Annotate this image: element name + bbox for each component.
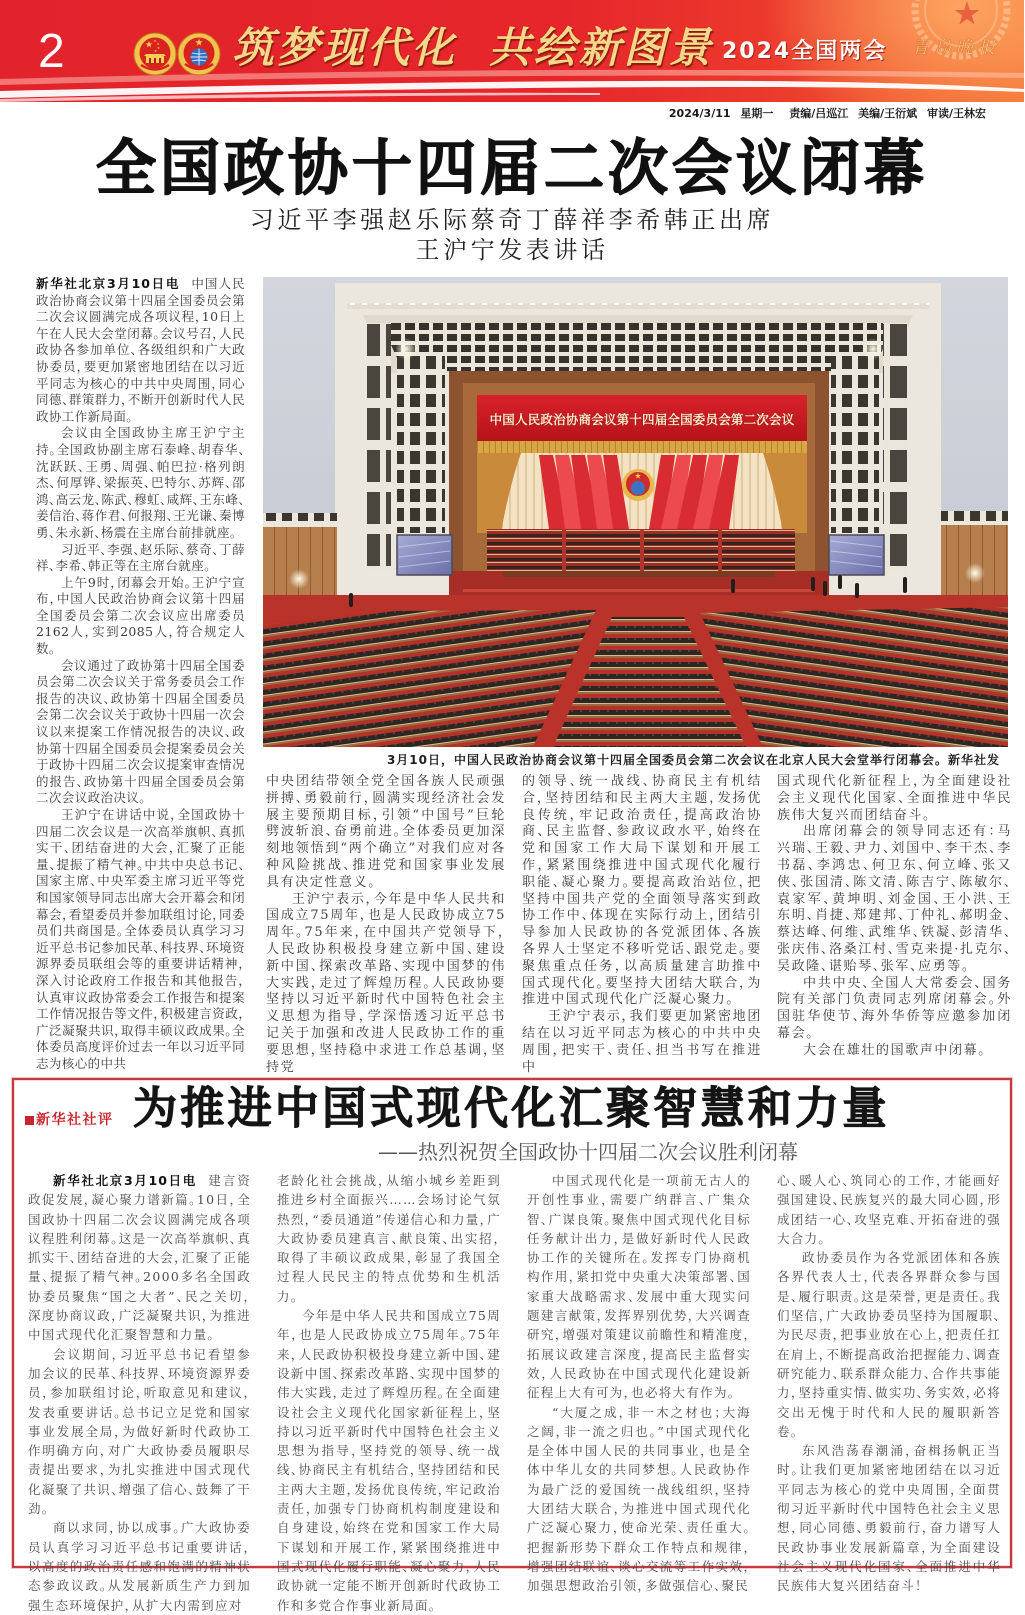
issue-date: 2024/3/11 (668, 107, 731, 120)
article-paragraph: 王沪宁在讲话中说，全国政协十四届二次会议是一次高举旗帜、真抓实干、团结奋进的大会，汇聚了正能量、提振了精气神。中共中央总书记、国家主席、中央军委主席习近平等党和国家领导同志出席大会开幕会和闭幕会，看望委员并参加联组讨论，同委员们共商国是。全体委员认真学习习近平总书记参加民革、科技界、环境资源界委员联组会等的重要讲话精神，深入讨论政府工作报告和其他报告，认真审议政协常委会工作报告和提案工作情况报告等文件，积极建言资政，广泛凝聚共识，取得丰硕议政成果。全体委员高度评价过去一年以习近平同志为核心的中共 (36, 807, 245, 1071)
article-paragraph: 会议通过了政协第十四届全国委员会第二次会议关于常务委员会工作报告的决议、政协第十四届全国委员会第二次会议关于政协十四届一次会议以来提案工作情况报告的决议、政协第十四届全国委员会提案委员会关于政协十四届二次会议提案审查情况的报告、政协第十四届全国委员会第二次会议政治决议。 (36, 657, 245, 806)
article-column (522, 774, 762, 1075)
article-column (777, 774, 1012, 1069)
event-label: 2024全国两会 (722, 39, 888, 64)
commentary-paragraph: “大厦之成，非一木之材也；大海之阔，非一流之归也。”中国式现代化是全体中国人民的共同事业，也是全体中华儿女的共同梦想。人民政协作为最广泛的爱国统一战线组织，坚持大团结大联合，为推进中国式现代化广泛凝心聚力，使命光荣、责任重大。把握新形势下群众工作特点和规律，增强团结联谊、谈心交流等工作实效，加强思想政治引领，多做强信心、聚民 (527, 1404, 751, 1594)
commentary-column (527, 1171, 751, 1594)
commentary-column (277, 1171, 501, 1613)
dateline-lead: 新华社北京3月10日电 (53, 1173, 197, 1188)
article-paragraph: 中央团结带领全党全国各族人民顽强拼搏、勇毅前行，圆满实现经济社会发展主要预期目标，引领“中国号”巨轮劈波斩浪、奋勇前进。全体委员更加深刻地领悟到“两个确立”对我们应对各种风险挑战、推进党和国家事业发展具有决定性意义。 (266, 774, 506, 890)
newspaper-logo: 青岛晚报 (912, 38, 1000, 58)
main-headline: 全国政协十四届二次会议闭幕 (96, 134, 928, 204)
page-number: 2 (38, 25, 65, 78)
paragraph-text: 建言资政促发展，凝心聚力谱新篇。10日，全国政协十四届二次会议圆满完成各项议程胜利闭幕。这是一次高举旗帜、真抓实干、团结奋进的大会，汇聚了正能量、提振了精气神。2000多名全国政协委员聚焦“国之大者”、民之关切，深度协商议政，广泛凝聚共识，为推进中国式现代化汇聚智慧和力量。 (28, 1173, 251, 1343)
commentary-paragraph: 东风浩荡春潮涌，奋楫扬帆正当时。让我们更加紧密地团结在以习近平同志为核心的党中央周围，全面贯彻习近平新时代中国特色社会主义思想，同心同德、勇毅前行，奋力谱写人民政协事业发展新篇章，为全面建设社会主义现代化国家、全面推进中华民族伟大复兴团结奋斗！ (777, 1443, 1001, 1594)
article-paragraph: 国式现代化新征程上，为全面建设社会主义现代化国家、全面推进中华民族伟大复兴而团结奋斗。 (777, 774, 1012, 823)
proofreader-credit: 审读/王林宏 (926, 107, 986, 120)
article-paragraph: 习近平、李强、赵乐际、蔡奇、丁薛祥、李希、韩正等在主席台就座。 (36, 541, 245, 574)
paragraph-text: 中国人民政治协商会议第十四届全国委员会第二次会议圆满完成各项议程，10日上午在人民大会堂闭幕。会议号召，人民政协各参加单位、各级组织和广大政协委员，要更加紧密地团结在以习近平同志为核心的中共中央周围，同心同德、群策群力，不断开创新时代人民政协工作新局面。 (36, 276, 246, 424)
designer-credit: 美编/王衍斌 (858, 107, 918, 120)
great-hall-photo (263, 277, 1008, 747)
article-paragraph: 上午9时，闭幕会开始。王沪宁宣布，中国人民政治协商会议第十四届全国委员会第二次会议应出席委员2162人，实到2085人，符合规定人数。 (36, 574, 245, 657)
national-emblem-icon (133, 32, 177, 76)
commentary-paragraph: 商以求同，协以成事。广大政协委员认真学习习近平总书记重要讲话，以高度的政治责任感和饱满的精神状态参政议政。从发展新质生产力到加强生态环境保护，从扩大内需到应对 (28, 1520, 251, 1613)
presidium-seats (487, 529, 795, 571)
commentary-tag (25, 1112, 114, 1128)
subheadline-attendees: 习近平李强赵乐际蔡奇丁薛祥李希韩正出席 (249, 206, 775, 234)
cppcc-emblem-icon (177, 32, 221, 76)
article-paragraph: 王沪宁表示，我们要更加紧密地团结在以习近平同志为核心的中共中央周围，把实干、责任、担当书写在推进中 (522, 1009, 762, 1075)
commentary-paragraph: 心、暖人心、筑同心的工作，才能画好强国建设、民族复兴的最大同心圆，形成团结一心、攻坚克难、开拓奋进的强大合力。 (777, 1173, 1001, 1246)
commentary-paragraph: 老龄化社会挑战，从缩小城乡差距到推进乡村全面振兴……会场讨论气氛热烈，“委员通道”传递信心和力量，广大政协委员建真言、献良策、出实招，取得了丰硕议政成果，彰显了我国全过程人民民主的特点优势和生机活力。 (277, 1173, 501, 1304)
article-paragraph (36, 276, 245, 425)
commentary-subtitle: ——热烈祝贺全国政协十四届二次会议胜利闭幕 (378, 1140, 798, 1164)
commentary-paragraph: 政协委员作为各党派团体和各族各界代表人士，代表各界群众参与国是、履行职责。这是荣誉，更是责任。我们坚信，广大政协委员坚持为国履职、为民尽责，把事业放在心上，把责任扛在肩上，不断提高政治把握能力、调查研究能力、联系群众能力、合作共事能力，坚持重实情、做实功、务实效，必将交出无愧于时代和人民的履职新答卷。 (777, 1250, 1001, 1439)
article-column (266, 774, 506, 1075)
news-photo (263, 277, 1008, 747)
article-paragraph: 的领导、统一战线、协商民主有机结合，坚持团结和民主两大主题，发扬优良传统，牢记政治责任，提高政治协商、民主监督、参政议政水平，始终在党和国家工作大局下谋划和开展工作，紧紧围绕推进中国式现代化履行职能、凝心聚力。要提高政治站位，把坚持中国共产党的全面领导落实到政协工作中、体现在实际行动上，团结引导参加人民政协的各党派团体、各族各界人士坚定不移听党话、跟党走。要聚焦重点任务，以高质量建言助推中国式现代化。要坚持大团结大联合，为推进中国式现代化广泛凝心聚力。 (522, 774, 762, 1008)
issue-weekday: 星期一 (740, 107, 774, 120)
subheadline-speech: 王沪宁发表讲话 (415, 236, 609, 264)
article-paragraph: 中共中央、全国人大常委会、国务院有关部门负责同志列席闭幕会。外国驻华使节、海外华侨等应邀参加闭幕会。 (777, 975, 1012, 1041)
commentary-paragraph (28, 1171, 251, 1345)
photo-cppcc-emblem-icon (622, 469, 654, 501)
article-paragraph: 大会在雄壮的国歌声中闭幕。 (803, 1042, 987, 1058)
square-bullet-icon (25, 1116, 34, 1125)
commentary-title: 为推进中国式现代化汇聚智慧和力量 (133, 1083, 890, 1134)
article-column (36, 276, 246, 1071)
audience-seats (263, 607, 1008, 747)
commentary-column (777, 1171, 1001, 1594)
photo-caption: 3月10日，中国人民政治协商会议第十四届全国委员会第二次会议在北京人民大会堂举行闭幕会。新华社发 (386, 753, 1000, 767)
commentary-paragraph: 会议期间，习近平总书记看望参加会议的民革、科技界、环境资源界委员，参加联组讨论，听取意见和建议，发表重要讲话。总书记立足党和国家事业发展全局，为做好新时代政协工作明确方向，对广大政协委员履职尽责提出要求，为扎实推进中国式现代化凝聚了共识、增强了信心、鼓舞了干劲。 (28, 1346, 251, 1517)
dateline-lead: 新华社北京3月10日电 (36, 276, 181, 291)
masthead-slogan: 筑梦现代化 共绘新图景 (232, 23, 714, 72)
commentary-paragraph: 中国式现代化是一项前无古人的开创性事业，需要广纳群言、广集众智、广谋良策。聚焦中国式现代化目标任务献计出力，是做好新时代人民政协工作的关键所在。发挥专门协商机构作用，紧扣党中央重大决策部署、国家重大战略需求、发展中重大现实问题建言献策，发挥界别优势，大兴调查研究，增强对策建议前瞻性和精准度，拓展议政建言深度，提高民主监督实效，人民政协在中国式现代化建设新征程上大有可为，也必将大有作为。 (527, 1173, 751, 1401)
article-paragraph: 王沪宁表示，今年是中华人民共和国成立75周年，也是人民政协成立75周年。75年来，在中国共产党领导下，人民政协积极投身建立新中国、建设新中国、探索改革路、实现中国梦的伟大实践，走过了辉煌历程。人民政协要坚持以习近平新时代中国特色社会主义思想为指导，学深悟透习近平总书记关于加强和改进人民政协工作的重要思想，坚持稳中求进工作总基调，坚持党 (266, 891, 506, 1075)
commentary-paragraph: 今年是中华人民共和国成立75周年，也是人民政协成立75周年。75年来，人民政协积极投身建立新中国、建设新中国、探索改革路、实现中国梦的伟大实践，走过了辉煌历程。在全面建设社会主义现代化国家新征程上，坚持以习近平新时代中国特色社会主义思想为指导，坚持党的领导、统一战线、协商民主有机结合，坚持团结和民主两大主题，发扬优良传统，牢记政治责任，加强专门协商机构制度建设和自身建设，始终在党和国家工作大局下谋划和开展工作，紧紧围绕推进中国式现代化履行职能、凝心聚力，人民政协就一定能不断开创新时代政协工作和多党合作事业新局面。 (277, 1308, 501, 1613)
masthead-banner (0, 0, 1024, 102)
article-paragraph: 出席闭幕会的领导同志还有：马兴瑞、王毅、尹力、刘国中、李干杰、李书磊、李鸿忠、何卫东、何立峰、张又侠、张国清、陈文清、陈吉宁、陈敏尔、袁家军、黄坤明、刘金国、王小洪、王东明、肖捷、郑建邦、丁仲礼、郝明金、蔡达峰、何维、武维华、铁凝、彭清华、张庆伟、洛桑江村、雪克来提·扎克尔、吴政隆、谌贻琴、张军、应勇等。 (777, 824, 1012, 974)
commentary-tag-text: 新华社社评 (36, 1112, 114, 1128)
photo-banner-text: 中国人民政治协商会议第十四届全国委员会第二次会议 (489, 411, 795, 427)
dateline (669, 107, 986, 121)
editor-credit: 责编/吕巡江 (789, 107, 849, 120)
article-paragraph: 会议由全国政协主席王沪宁主持。全国政协副主席石泰峰、胡春华、沈跃跃、王勇、周强、帕巴拉·格列朗杰、何厚铧、梁振英、巴特尔、苏辉、邵鸿、高云龙、陈武、穆虹、咸辉、王东峰、姜信治、蒋作君、何报翔、王光谦、秦博勇、朱永新、杨震在主席台前排就座。 (36, 425, 245, 540)
commentary-column (28, 1171, 251, 1613)
